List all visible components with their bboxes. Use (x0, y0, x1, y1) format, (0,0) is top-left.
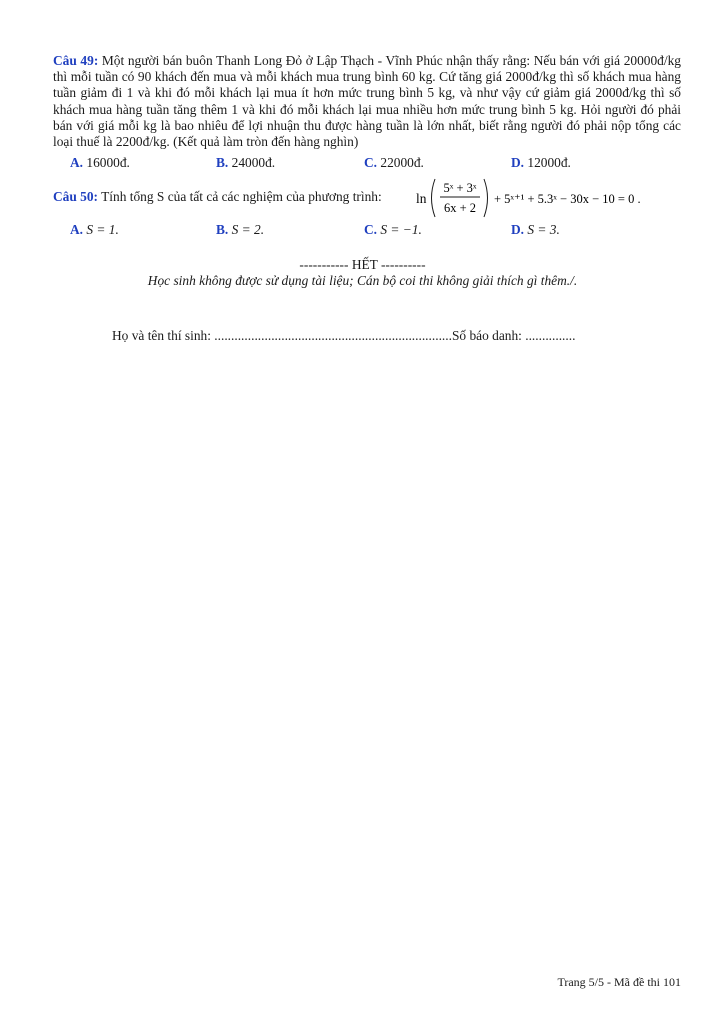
q50-option-d: D. S = 3. (511, 222, 560, 237)
end-marker: ----------- HẾT ---------- (299, 257, 426, 272)
question-50-text: Tính tổng S của tất cả các nghiệm của phương trình: (98, 189, 382, 204)
q50-option-b: B. S = 2. (216, 222, 265, 237)
q49-option-c: C. 22000đ. (364, 155, 424, 170)
candidate-info-line: Họ và tên thí sinh: .......................................................................Số báo danh: ............... (112, 328, 576, 343)
equation-denominator: 6x + 2 (443, 201, 477, 215)
q49-option-d: D. 12000đ. (511, 155, 571, 170)
question-49-label: Câu 49: (53, 53, 99, 68)
equation-numerator: 5ˣ + 3ˣ (443, 181, 477, 195)
question-49 (53, 53, 681, 150)
equation-ln: ln (416, 191, 427, 206)
q49-option-a: A. 16000đ. (70, 155, 130, 170)
equation-rest: + 5ˣ⁺¹ + 5.3ˣ − 30x − 10 = 0 . (494, 192, 641, 206)
q50-option-c: C. S = −1. (364, 222, 422, 237)
q50-option-a: A. S = 1. (70, 222, 119, 237)
equation (416, 176, 646, 220)
question-49-text: Một người bán buôn Thanh Long Đỏ ở Lập Thạch - Vĩnh Phúc nhận thấy rằng: Nếu bán với giá 20000đ/kg thì mỗi tuần có 90 khách đến mua và mỗi khách mua trung bình 60 kg. Cứ tăng giá 2000đ/kg thì số khách mua hàng tuần giảm đi 1 và khi đó mỗi khách lại mua ít hơn mức trung bình 5 kg, và như vậy cứ giảm giá 2000đ/kg thì số khách mua hàng tuần tăng thêm 1 và khi đó mỗi khách lại mua nhiều hơn mức trung bình 5 kg. Hỏi người đó phải bán với giá mỗi kg là bao nhiêu để lợi nhuận thu được hàng tuần là lớn nhất, biết rằng người đó phải nộp tổng các loại thuế là 2200đ/kg. (Kết quả làm tròn đến hàng nghìn) (53, 53, 681, 150)
question-50 (53, 189, 382, 205)
equation-right-paren (484, 179, 488, 217)
q49-option-b: B. 24000đ. (216, 155, 276, 170)
question-50-label: Câu 50: (53, 189, 99, 204)
exam-note: Học sinh không được sử dụng tài liệu; Cán bộ coi thi không giải thích gì thêm./. (147, 273, 578, 288)
equation-left-paren (432, 179, 436, 217)
page-footer: Trang 5/5 - Mã đề thi 101 (557, 975, 681, 989)
